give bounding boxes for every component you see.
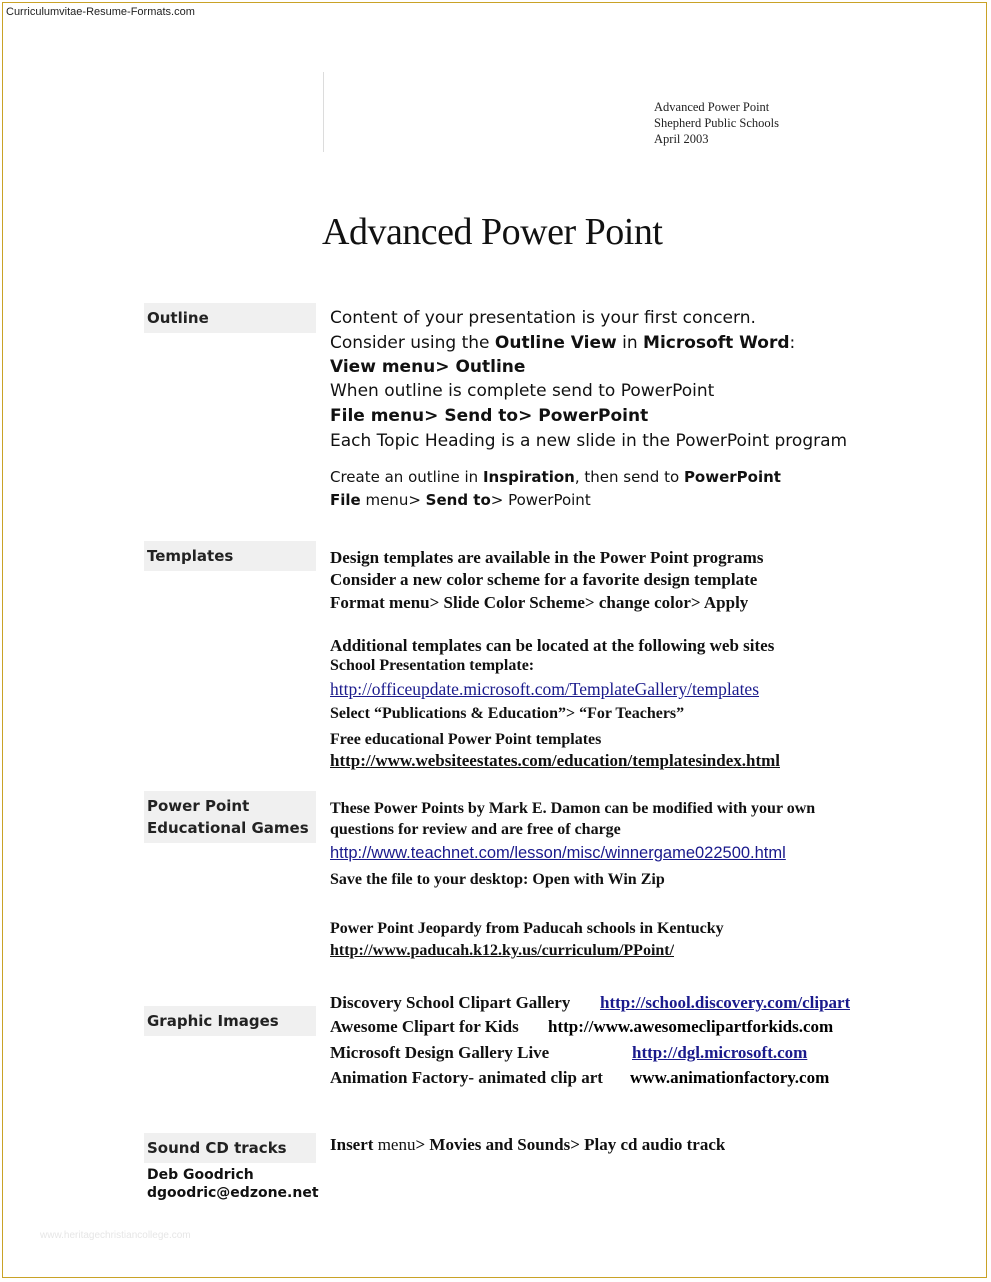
graphics-item-discovery: Discovery School Clipart Gallery [330,993,571,1012]
games-link-paducah[interactable]: http://www.paducah.k12.ky.us/curriculum/PPoint/ [330,942,675,959]
section-label-templates: Templates [144,541,316,571]
games-label-line-1: Power Point [147,797,250,815]
games-line-5: Power Point Jeopardy from Paducah schools in Kentucky [330,920,724,937]
templates-line-4: Additional templates can be located at the following web sites [330,636,775,655]
outline-line-6: Each Topic Heading is a new slide in the PowerPoint program [330,431,848,451]
author-name: Deb Goodrich [147,1167,254,1183]
games-line-4: Save the file to your desktop: Open with Win Zip [330,871,665,888]
games-line-1: These Power Points by Mark E. Damon can be modified with your own [330,800,816,817]
templates-line-1: Design templates are available in the Power Point programs [330,548,764,567]
header-line-1: Advanced Power Point [654,100,770,114]
templates-line-7: Select “Publications & Education”> “For Teachers” [330,705,685,722]
templates-line-3: Format menu> Slide Color Scheme> change color> Apply [330,593,749,612]
header-line-2: Shepherd Public Schools [654,116,779,130]
games-line-2: questions for review and are free of charge [330,821,621,838]
games-label-line-2: Educational Games [147,819,309,837]
templates-line-2: Consider a new color scheme for a favorite design template [330,570,758,589]
templates-line-5: School Presentation template: [330,657,535,674]
header-divider [323,72,324,152]
templates-line-8: Free educational Power Point templates [330,731,602,748]
outline-line-3: View menu> Outline [330,357,526,377]
outline-line-5: File menu> Send to> PowerPoint [330,406,649,426]
outline-line-7: Create an outline in Inspiration, then send to PowerPoint [330,468,781,486]
templates-link-microsoft[interactable]: http://officeupdate.microsoft.com/TemplateGallery/templates [330,679,760,699]
games-link-teachnet[interactable]: http://www.teachnet.com/lesson/misc/winnergame022500.html [330,844,786,862]
graphics-link-discovery[interactable]: http://school.discovery.com/clipart [600,993,850,1012]
graphics-link-animation[interactable]: www.animationfactory.com [630,1068,830,1087]
author-email[interactable]: dgoodric@edzone.net [147,1185,319,1201]
graphics-item-animation: Animation Factory- animated clip art [330,1068,603,1087]
section-label-games [144,791,316,843]
templates-link-websiteestates[interactable]: http://www.websiteestates.com/education/templatesindex.html [330,751,780,770]
outline-line-2: Consider using the Outline View in Microsoft Word: [330,333,796,353]
outline-line-8: File menu> Send to> PowerPoint [330,491,591,509]
site-watermark: Curriculumvitae-Resume-Formats.com [6,6,195,18]
section-label-graphics: Graphic Images [144,1006,316,1036]
document-header [654,99,779,147]
graphics-item-microsoft: Microsoft Design Gallery Live [330,1043,550,1062]
page-title: Advanced Power Point [322,211,663,253]
header-line-3: April 2003 [654,132,709,146]
outline-line-1: Content of your presentation is your first concern. [330,308,756,328]
graphics-link-awesome[interactable]: http://www.awesomeclipartforkids.com [548,1017,834,1036]
section-label-outline: Outline [144,303,316,333]
outline-line-4: When outline is complete send to PowerPoint [330,381,715,401]
graphics-link-dgl[interactable]: http://dgl.microsoft.com [632,1043,808,1062]
graphics-item-awesome: Awesome Clipart for Kids [330,1017,519,1036]
section-label-sound: Sound CD tracks [144,1133,316,1163]
sound-line-1: Insert menu> Movies and Sounds> Play cd audio track [330,1135,726,1154]
footer-watermark: www.heritagechristiancollege.com [40,1230,191,1241]
